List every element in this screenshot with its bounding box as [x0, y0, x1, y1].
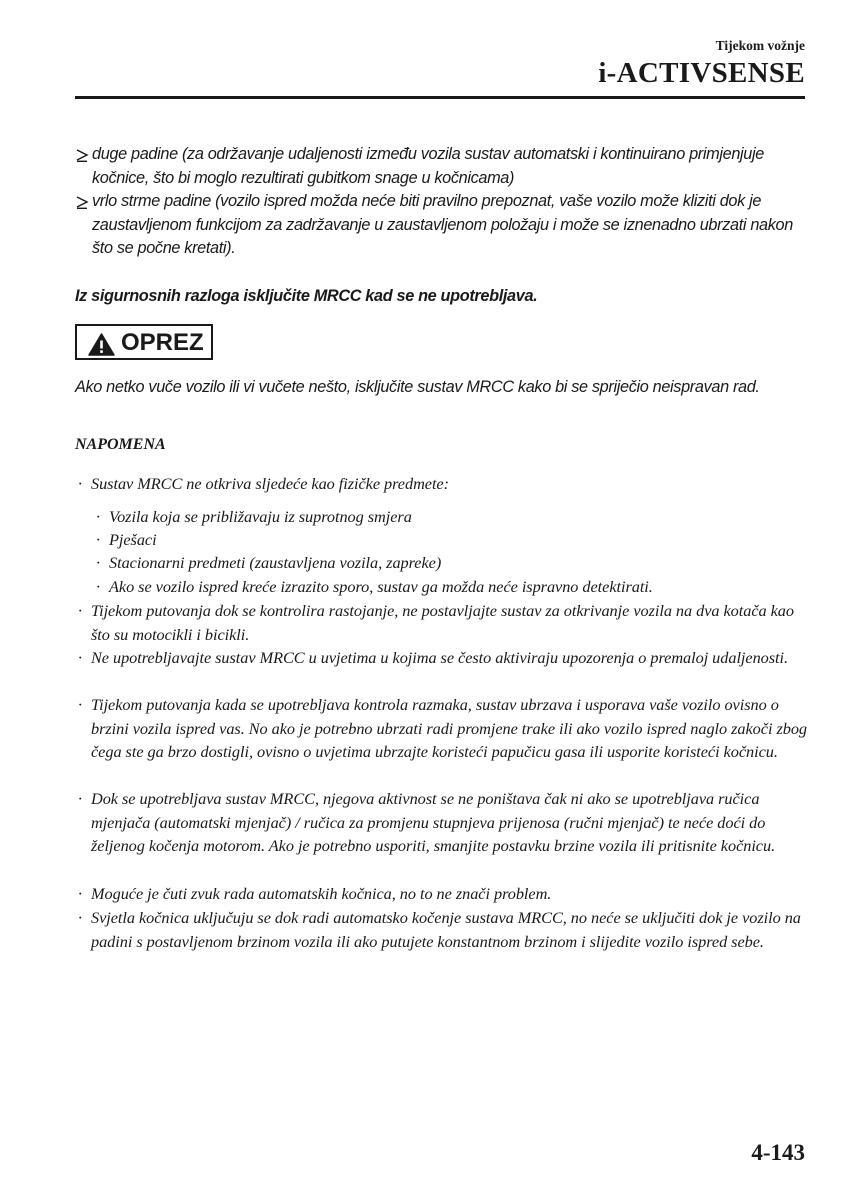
note-subitem — [96, 551, 808, 575]
bullet-dot: · — [96, 577, 101, 596]
note-item — [78, 882, 808, 906]
bullet-dot: · — [78, 884, 83, 903]
bullet-dot: · — [78, 789, 83, 808]
note-subitem-text: Stacionarni predmeti (zaustavljena vozila, zapreke) — [109, 553, 442, 572]
note-subitem — [96, 528, 808, 552]
list-item-text: vrlo strme padine (vozilo ispred možda neće biti pravilno prepoznat, vaše vozilo može kliziti dok je zaustavljenom funkcijom za zadržavanje u zaustavljenom položaju i može se iznenadno ubrzati nakon što se počne kretati). — [92, 192, 793, 257]
warning-triangle-icon — [88, 333, 115, 356]
arrow-bullet-icon — [75, 148, 89, 162]
caution-text: Ako netko vuče vozilo ili vi vučete nešto, isključite sustav MRCC kako bi se spriječio neispravan rad. — [75, 378, 760, 396]
bullet-dot: · — [78, 601, 83, 620]
section-title: Tijekom vožnje — [715, 38, 805, 53]
bullet-dot: · — [78, 648, 83, 667]
bullet-dot: · — [96, 553, 101, 572]
note-item-text: Sustav MRCC ne otkriva sljedeće kao fizičke predmete: — [91, 474, 449, 493]
note-subitem-text: Vozila koja se približavaju iz suprotnog smjera — [109, 507, 412, 526]
note-item-text: Tijekom putovanja kada se upotrebljava kontrola razmaka, sustav ubrzava i usporava vaše vozilo ovisno o brzini vozila ispred vas. No ako je potrebno ubrzati radi promjene trake ili ako vozilo ispred naglo zakoči zbog čega ste ga brzo dostigli, ovisno o uvjetima ubrzajte koristeći papučicu gasa ili usporite koristeći kočnicu. — [91, 695, 807, 761]
bullet-dot: · — [96, 507, 101, 526]
note-item-text: Dok se upotrebljava sustav MRCC, njegova aktivnost se ne poništava čak ni ako se upotrebljava ručica mjenjača (automatski mjenjač) / ručica za promjenu stupnjeva prijenosa (ručni mjenjač) te neće doći do željenog kočenja motorom. Ako je potrebno usporiti, smanjite postavku brzine vozila ili pritisnite kočnicu. — [91, 789, 776, 855]
note-item — [78, 472, 808, 496]
safety-note: Iz sigurnosnih razloga isključite MRCC kad se ne upotrebljava. — [75, 287, 538, 305]
bullet-dot: · — [78, 474, 83, 493]
note-item-text: Ne upotrebljavajte sustav MRCC u uvjetima u kojima se često aktiviraju upozorenja o premaloj udaljenosti. — [91, 648, 789, 667]
note-item — [78, 906, 808, 953]
note-subitem-text: Pješaci — [109, 530, 157, 549]
list-item-text: duge padine (za održavanje udaljenosti između vozila sustav automatski i kontinuirano primjenjuje kočnice, što bi moglo rezultirati gubitkom snage u kočnicama) — [92, 145, 764, 187]
page-number: 4-143 — [751, 1140, 805, 1165]
list-item — [75, 190, 813, 261]
bullet-dot: · — [78, 908, 83, 927]
header-divider — [75, 96, 805, 99]
note-item — [78, 693, 808, 764]
bullet-dot: · — [96, 530, 101, 549]
note-item — [78, 787, 808, 858]
note-item-text: Moguće je čuti zvuk rada automatskih kočnica, no to ne znači problem. — [91, 884, 552, 903]
note-item-text: Tijekom putovanja dok se kontrolira rastojanje, ne postavljajte sustav za otkrivanje vozila na dva kotača kao što su motocikli i bicikli. — [91, 601, 794, 644]
note-subitem — [96, 575, 808, 599]
list-item — [75, 143, 813, 190]
note-item — [78, 646, 808, 670]
page-title: i-ACTIVSENSE — [598, 57, 805, 89]
note-item — [78, 599, 808, 646]
caution-badge — [75, 324, 213, 360]
bullet-dot: · — [78, 695, 83, 714]
note-item-text: Svjetla kočnica uključuju se dok radi automatsko kočenje sustava MRCC, no neće se uključiti dok je vozilo na padini s postavljenom brzinom vozila ili ako putujete konstantnom brzinom i slijedite vozilo ispred sebe. — [91, 908, 801, 951]
caution-label: OPREZ — [121, 329, 204, 356]
note-heading: NAPOMENA — [75, 436, 166, 453]
note-subitem-text: Ako se vozilo ispred kreće izrazito sporo, sustav ga možda neće ispravno detektirati. — [109, 577, 653, 596]
note-subitem — [96, 505, 808, 529]
arrow-bullet-icon — [75, 195, 89, 209]
